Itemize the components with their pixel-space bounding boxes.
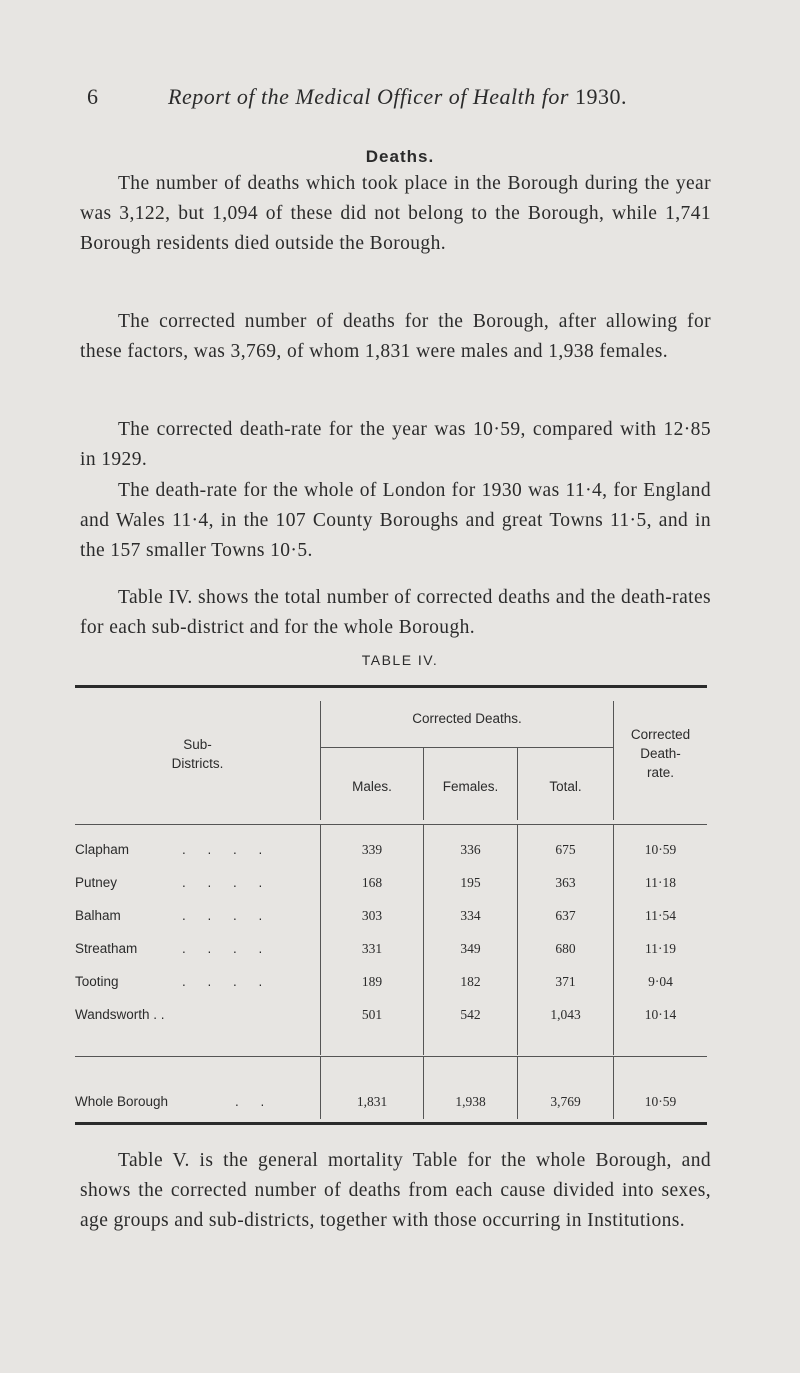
header-text: Districts. <box>171 756 224 771</box>
report-title-text: Report of the Medical Officer of Health for <box>168 84 569 109</box>
header-text: Sub- <box>183 737 212 752</box>
header-text: rate. <box>646 765 674 780</box>
sub-district-name: Clapham <box>75 842 130 857</box>
paragraph-comparison: The death-rate for the whole of London for 1930 was 11·4, for England and Wales 11·4, in the 107 County Boroughs and great Towns 11·5, and in the 157 smaller Towns 10·5. <box>80 480 711 561</box>
header-males: Males. <box>352 779 392 794</box>
cell-rate: 10·59 <box>644 842 677 857</box>
cell-rate: 9·04 <box>648 974 673 989</box>
cell-males: 1,831 <box>356 1094 388 1109</box>
cell-females: 349 <box>460 941 481 956</box>
report-year: 1930. <box>574 84 627 109</box>
cell-rate: 11·19 <box>645 941 676 956</box>
sub-district-name: Putney <box>75 875 118 890</box>
report-title <box>168 84 627 110</box>
cell-males: 168 <box>361 875 383 890</box>
row-sub-district <box>75 908 320 923</box>
cell-total: 637 <box>555 908 576 923</box>
divider <box>75 1056 707 1057</box>
cell-males: 501 <box>361 1007 383 1022</box>
header-text: Corrected <box>630 727 691 742</box>
cell-total: 371 <box>555 974 576 989</box>
row-sub-district <box>75 842 320 857</box>
divider <box>75 824 707 825</box>
cell-total: 675 <box>555 842 576 857</box>
cell-total: 363 <box>555 875 576 890</box>
header-text: Death- <box>640 746 681 761</box>
header-death-rate <box>614 725 707 782</box>
header-corrected-deaths: Corrected Deaths. <box>412 711 522 726</box>
cell-rate: 11·54 <box>645 908 676 923</box>
sub-district-name: Tooting <box>75 974 119 989</box>
table-iv <box>75 685 707 1125</box>
leader-dots: . . . . <box>182 875 272 890</box>
cell-females: 334 <box>460 908 481 923</box>
cell-rate: 10·14 <box>644 1007 677 1022</box>
cell-total: 1,043 <box>550 1007 581 1022</box>
table-bottom-rule <box>75 1122 707 1125</box>
header-sub-districts <box>75 735 320 773</box>
cell-females: 195 <box>460 875 481 890</box>
cell-females: 542 <box>460 1007 481 1022</box>
cell-rate: 10·59 <box>644 1094 677 1109</box>
paragraph-table-v: Table V. is the general mortality Table for the whole Borough, and shows the corrected number of deaths from each cause divided into sexes, age groups and sub-districts, together with those occurring in Institutions. <box>80 1150 711 1231</box>
cell-rate: 11·18 <box>645 875 676 890</box>
leader-dots: . . . . <box>182 908 272 923</box>
sub-district-name: Streatham <box>75 941 138 956</box>
row-sub-district <box>75 941 320 956</box>
sub-district-name: Wandsworth . . <box>75 1007 165 1022</box>
paragraph-deaths-total: The number of deaths which took place in the Borough during the year was 3,122, but 1,094 of these did not belong to the Borough, while 1,741 Borough residents died outside the Borough. <box>80 173 711 254</box>
cell-males: 303 <box>361 908 383 923</box>
cell-males: 189 <box>361 974 383 989</box>
page-number: 6 <box>87 84 98 109</box>
sub-district-name: Balham <box>75 908 121 923</box>
table-title: TABLE IV. <box>361 652 439 668</box>
leader-dots: . . <box>235 1094 274 1109</box>
paragraph-table-intro: Table IV. shows the total number of corrected deaths and the death-rates for each sub-district and for the whole Borough. <box>80 587 711 638</box>
paragraph-death-rate: The corrected death-rate for the year was 10·59, compared with 12·85 in 1929. <box>80 419 711 470</box>
header-total: Total. <box>549 779 582 794</box>
row-sub-district <box>75 875 320 890</box>
whole-borough-name: Whole Borough <box>75 1094 169 1109</box>
cell-females: 182 <box>460 974 481 989</box>
cell-females: 1,938 <box>455 1094 486 1109</box>
cell-females: 336 <box>460 842 481 857</box>
cell-total: 3,769 <box>550 1094 581 1109</box>
table-top-rule <box>75 685 707 688</box>
row-sub-district <box>75 974 320 989</box>
header-females: Females. <box>442 779 499 794</box>
section-title: Deaths. <box>365 147 435 166</box>
row-sub-district <box>75 1007 320 1022</box>
leader-dots: . . . . <box>182 842 272 857</box>
cell-males: 331 <box>361 941 383 956</box>
paragraph-corrected-number: The corrected number of deaths for the Borough, after allowing for these factors, was 3,769, of whom 1,831 were males and 1,938 females. <box>80 311 711 362</box>
row-whole-borough <box>75 1094 320 1109</box>
divider <box>321 747 613 748</box>
cell-males: 339 <box>361 842 383 857</box>
leader-dots: . . . . <box>182 974 272 989</box>
cell-total: 680 <box>555 941 576 956</box>
leader-dots: . . . . <box>182 941 272 956</box>
